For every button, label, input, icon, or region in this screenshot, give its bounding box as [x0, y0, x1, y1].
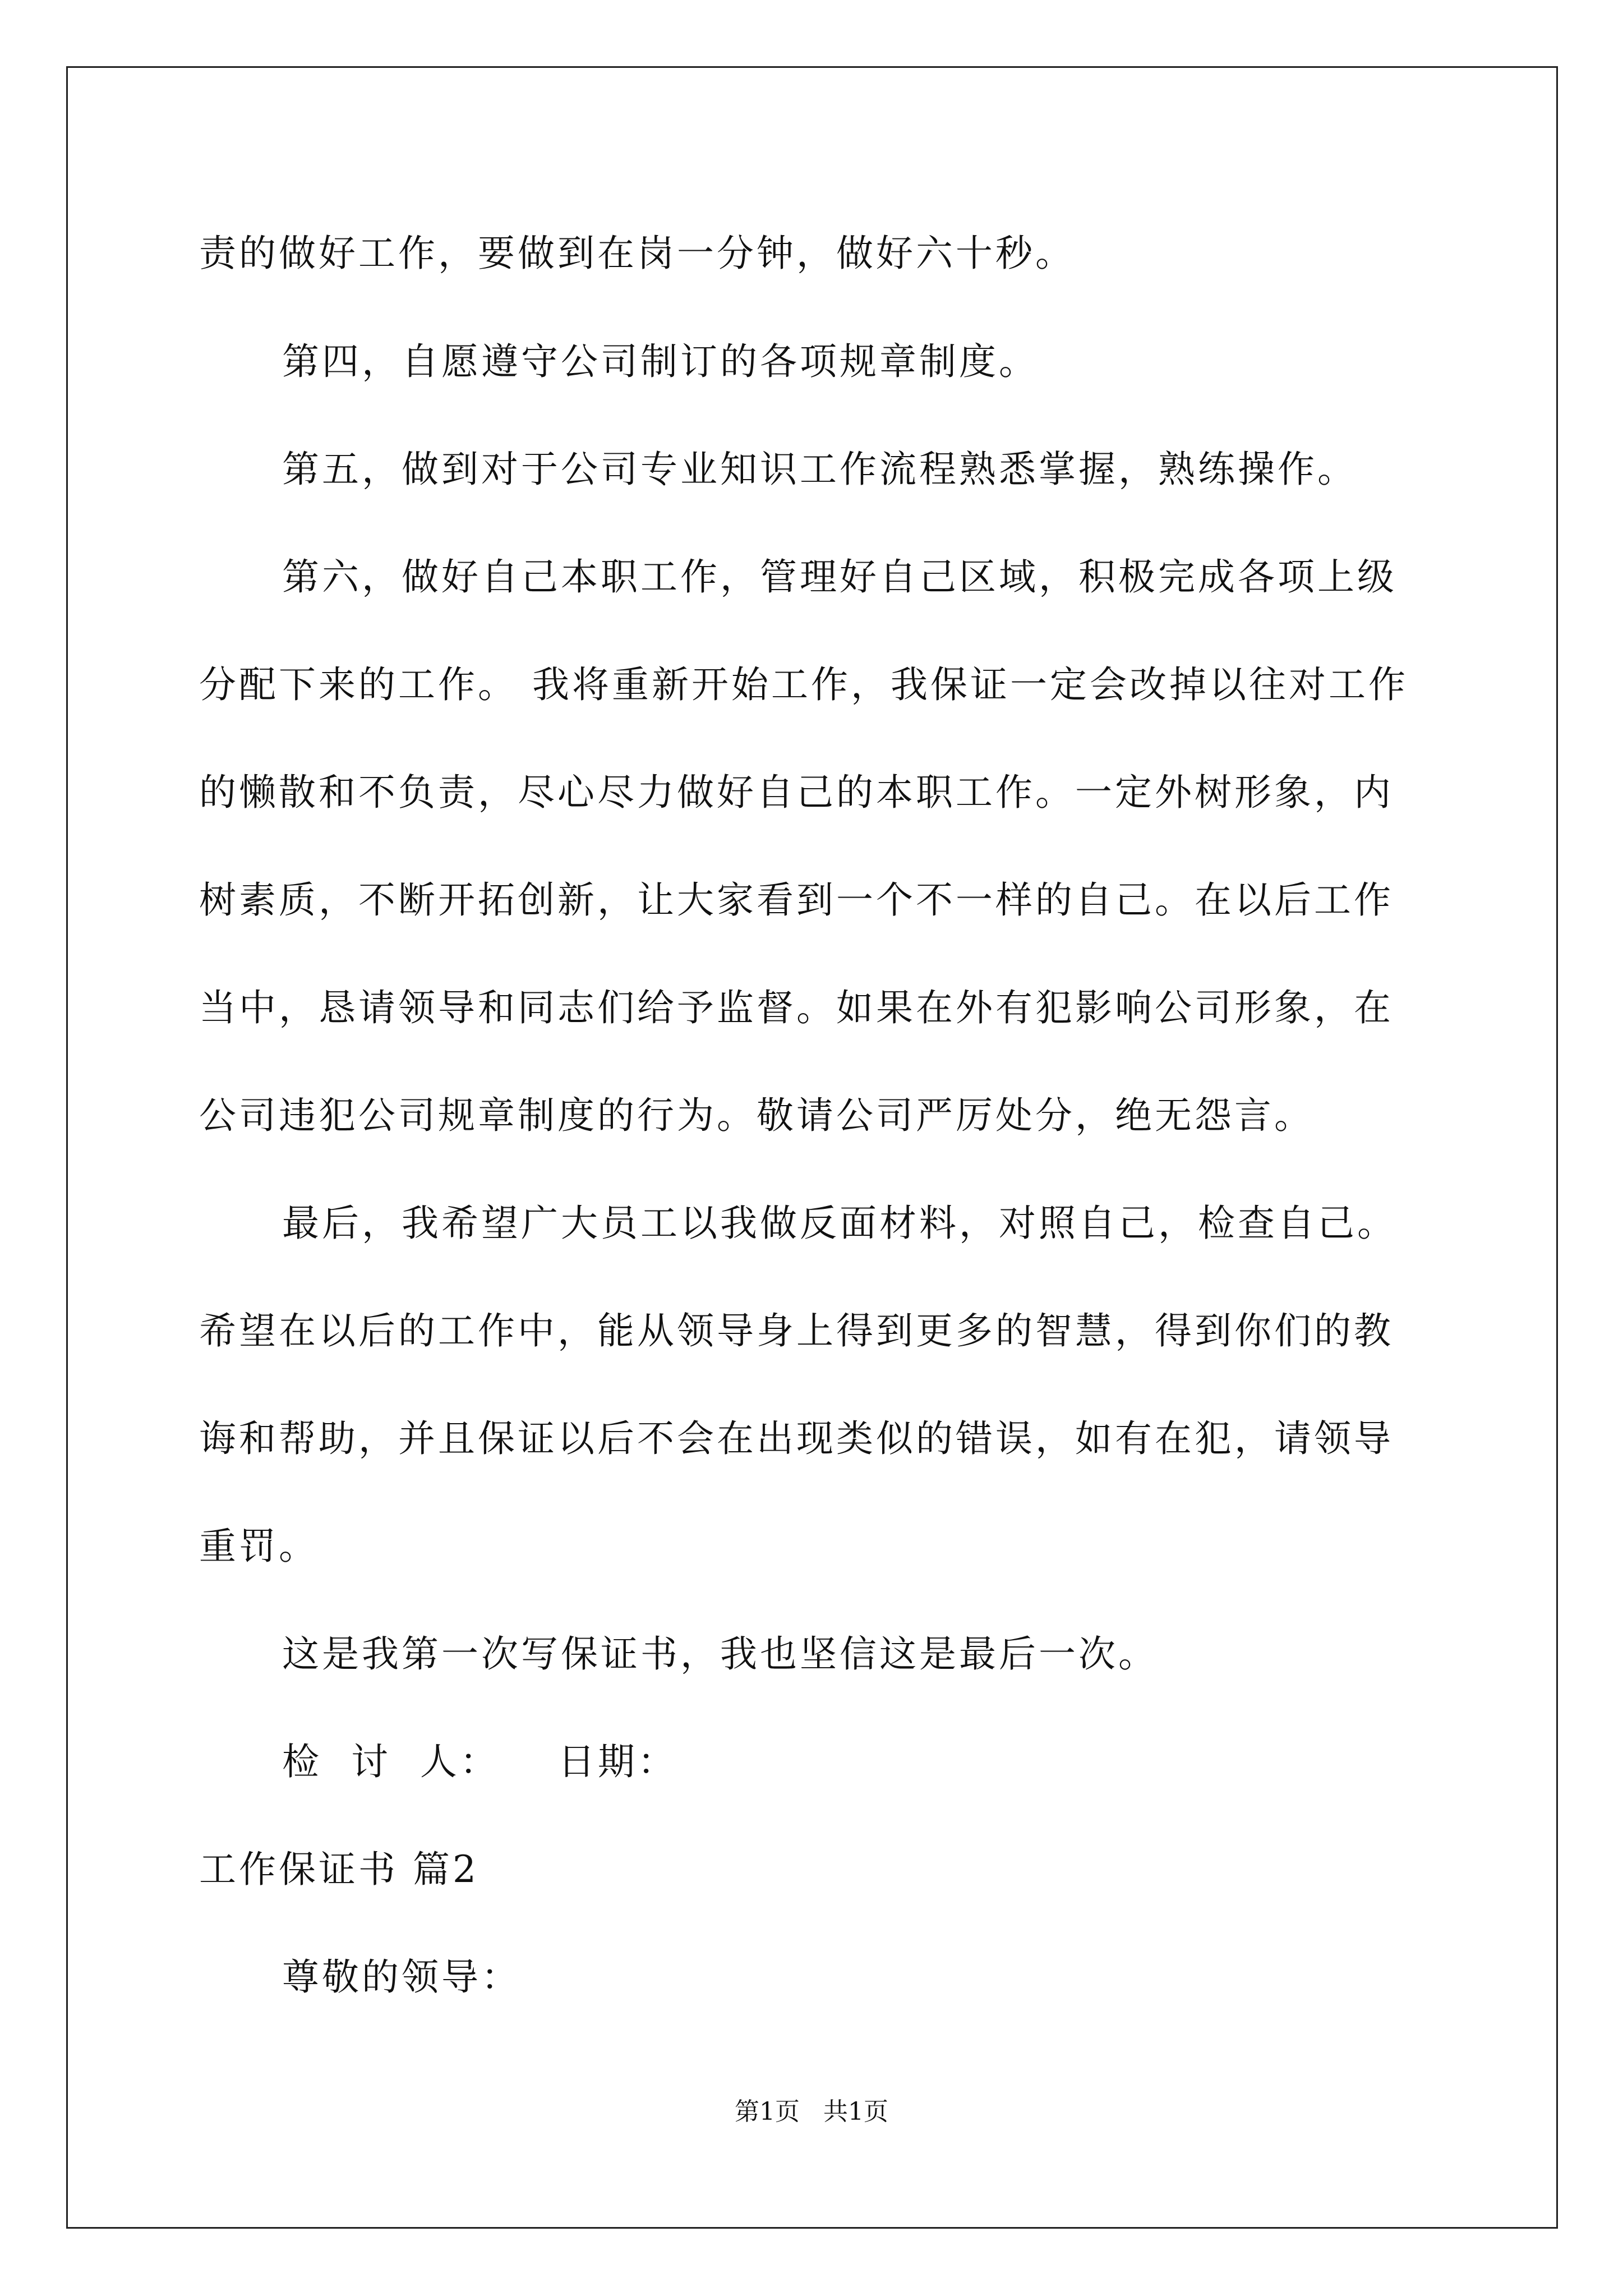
- signature-line: 检 讨 人： 日期：: [282, 1740, 677, 1783]
- body-line: 公司违犯公司规章制度的行为。敬请公司严厉处分，绝无怨言。: [199, 1094, 1314, 1137]
- body-line: 诲和帮助，并且保证以后不会在出现类似的错误，如有在犯，请领导: [199, 1417, 1394, 1460]
- body-line: 的懒散和不负责，尽心尽力做好自己的本职工作。一定外树形象，内: [199, 771, 1394, 814]
- body-line: 分配下来的工作。 我将重新开始工作，我保证一定会改掉以往对工作: [199, 663, 1408, 706]
- paragraph-line: 这是我第一次写保证书，我也坚信这是最后一次。: [282, 1632, 1158, 1676]
- body-line: 责的做好工作，要做到在岗一分钟，做好六十秒。: [199, 232, 1075, 275]
- salutation: 尊敬的领导：: [282, 1955, 521, 1999]
- paragraph-line: 第六，做好自己本职工作，管理好自己区域，积极完成各项上级: [282, 555, 1397, 599]
- page-border: [66, 66, 1558, 2229]
- paragraph-line: 第四，自愿遵守公司制订的各项规章制度。: [282, 340, 1039, 383]
- paragraph-line: 最后，我希望广大员工以我做反面材料，对照自己，检查自己。: [282, 1202, 1397, 1245]
- section-heading: 工作保证书 篇2: [199, 1848, 479, 1891]
- body-line: 树素质，不断开拓创新，让大家看到一个不一样的自己。在以后工作: [199, 878, 1394, 922]
- body-line: 希望在以后的工作中，能从领导身上得到更多的智慧，得到你们的教: [199, 1309, 1394, 1352]
- body-line: 当中，恳请领导和同志们给予监督。如果在外有犯影响公司形象，在: [199, 986, 1394, 1029]
- page-footer: 第1页 共1页: [735, 2097, 888, 2126]
- paragraph-line: 第五，做到对于公司专业知识工作流程熟悉掌握，熟练操作。: [282, 448, 1357, 491]
- body-line: 重罚。: [199, 1525, 319, 1568]
